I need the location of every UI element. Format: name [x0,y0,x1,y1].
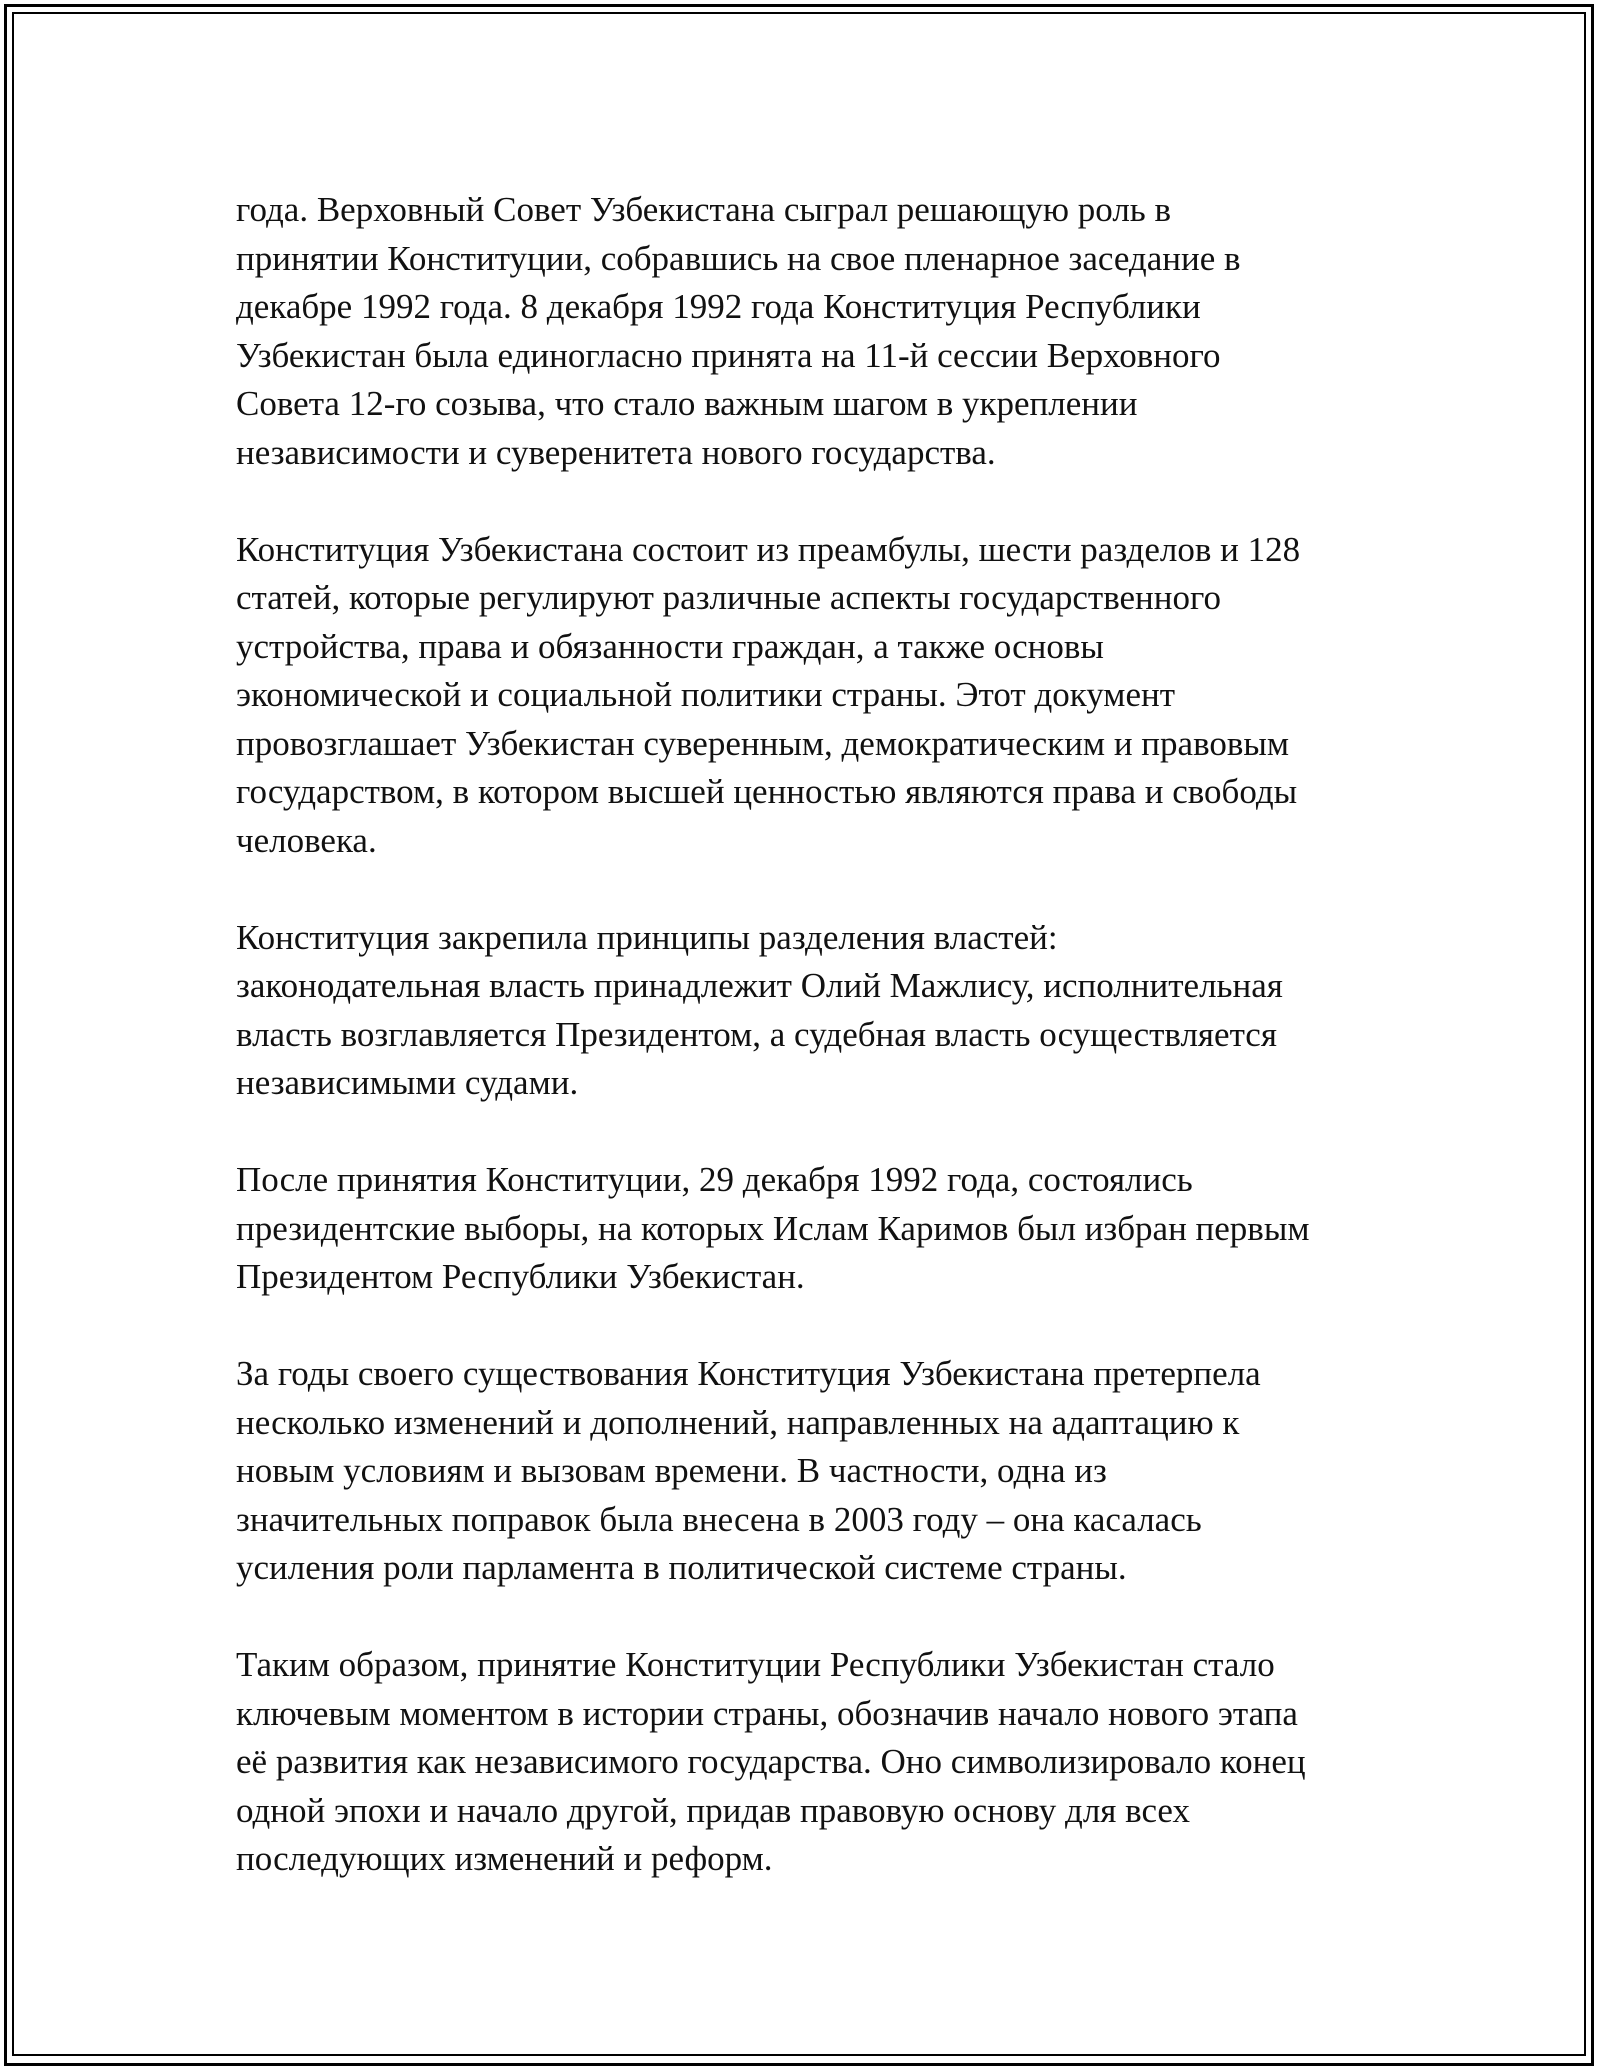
text-line: независимыми судами. [236,1063,579,1102]
text-line: президентские выборы, на которых Ислам Каримов был избран первым [236,1208,1310,1248]
text-line: последующих изменений и реформ. [236,1839,773,1878]
text-line: значительных поправок была внесена в 2003 году – она касалась [236,1499,1202,1539]
text-line: человека. [236,820,377,860]
text-line: новым условиям и вызовам времени. В частности, одна из [236,1451,1107,1490]
paragraph [236,1641,1386,1884]
text-line: принятии Конституции, собравшись на свое пленарное заседание в [236,238,1241,278]
paragraph [236,1350,1386,1593]
text-line: её развития как независимого государства. Оно символизировало конец [236,1742,1306,1781]
text-line: одной эпохи и начало другой, придав правовую основу для всех [236,1790,1190,1830]
text-line: государством, в котором высшей ценностью являются права и свободы [236,772,1298,811]
text-line: Конституция закрепила принципы разделения властей: [236,917,1058,957]
text-line: статей, которые регулируют различные аспекты государственного [236,578,1221,617]
text-line: усиления роли парламента в политической системе страны. [236,1548,1127,1587]
paragraph [236,1156,1386,1302]
text-line: Узбекистан была единогласно принята на 11-й сессии Верховного [236,335,1221,375]
text-line: Конституция Узбекистана состоит из преамбулы, шести разделов и 128 [236,529,1301,569]
text-line: Совета 12-го созыва, что стало важным шагом в укреплении [236,384,1138,423]
text-line: Таким образом, принятие Конституции Республики Узбекистан стало [236,1645,1275,1684]
text-line: После принятия Конституции, 29 декабря 1992 года, состоялись [236,1160,1193,1199]
text-line: устройства, права и обязанности граждан, а также основы [236,626,1104,666]
text-line: ключевым моментом в истории страны, обозначив начало нового этапа [236,1693,1298,1733]
text-line: провозглашает Узбекистан суверенным, демократическим и правовым [236,723,1290,763]
text-line: несколько изменений и дополнений, направленных на адаптацию к [236,1402,1240,1442]
text-line: власть возглавляется Президентом, а судебная власть осуществляется [236,1014,1277,1054]
text-line: экономической и социальной политики страны. Этот документ [236,675,1176,714]
paragraph [236,914,1386,1108]
paragraph [236,526,1386,866]
text-line: декабре 1992 года. 8 декабря 1992 года Конституция Республики [236,287,1201,326]
text-line: законодательная власть принадлежит Олий Мажлису, исполнительная [236,966,1283,1005]
document-body [236,186,1386,1932]
text-line: Президентом Республики Узбекистан. [236,1257,805,1296]
text-line: За годы своего существования Конституция Узбекистана претерпела [236,1354,1261,1393]
paragraph [236,186,1386,477]
text-line: независимости и суверенитета нового государства. [236,432,996,472]
text-line: года. Верховный Совет Узбекистана сыграл решающую роль в [236,190,1172,229]
